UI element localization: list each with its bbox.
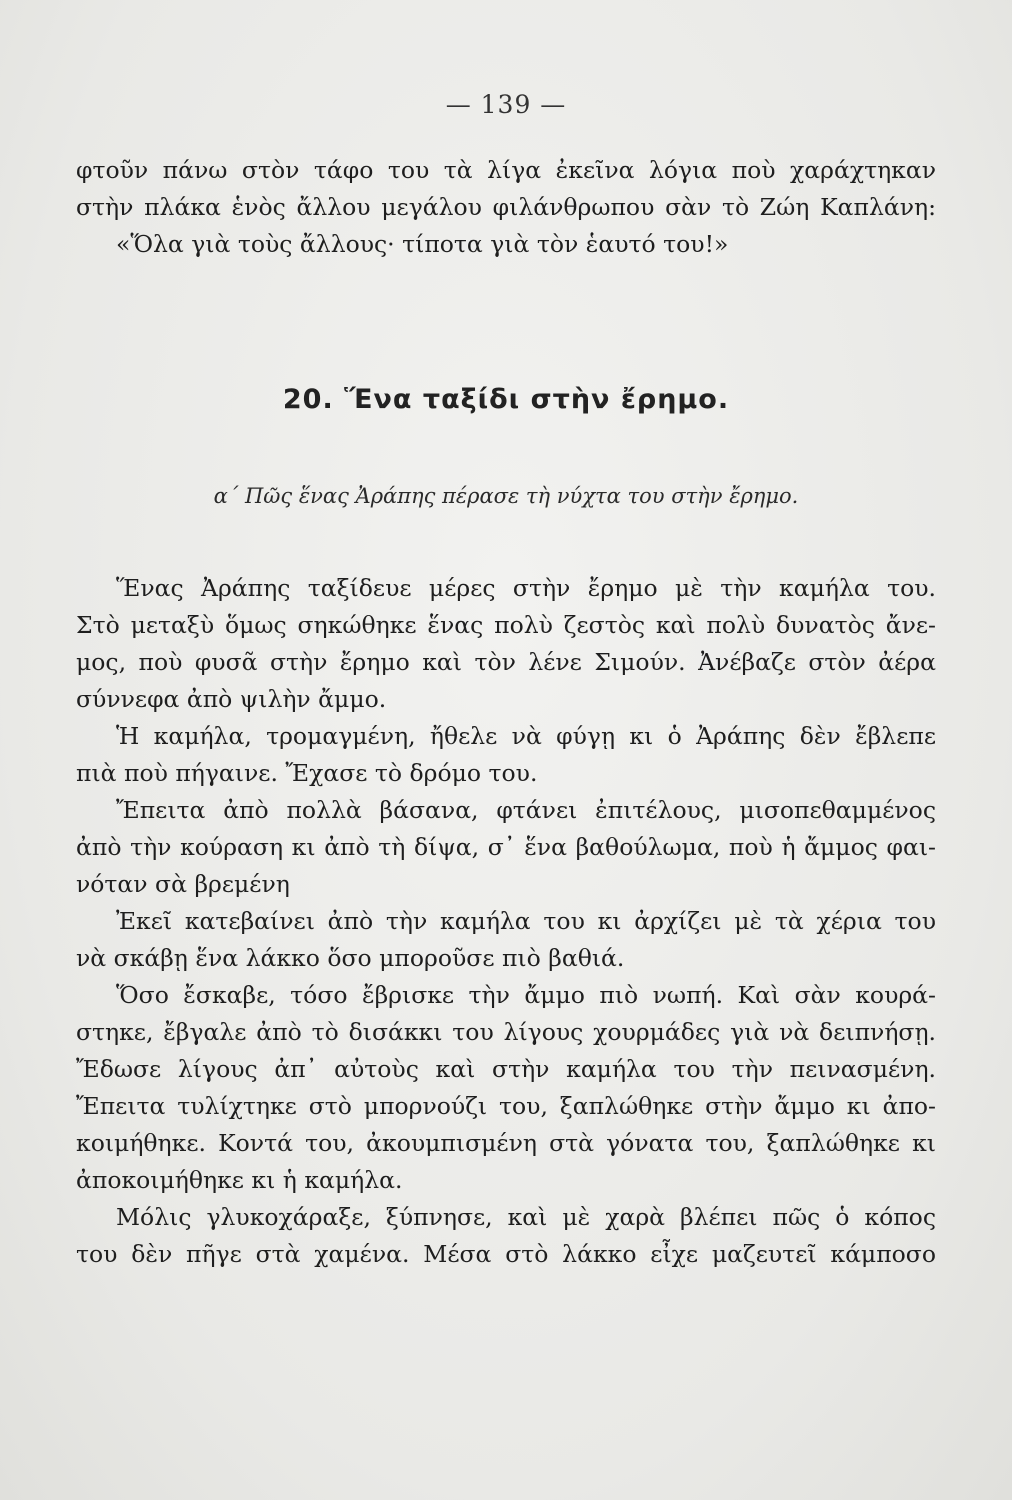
text-line: νόταν σὰ βρεμένη <box>76 870 290 898</box>
text-line: ἀποκοιμήθηκε κι ἡ καμήλα. <box>76 1166 403 1194</box>
text-line: σύννεφα ἀπὸ ψιλὴν ἄμμο. <box>76 685 387 713</box>
page-number: — 139 — <box>445 90 567 119</box>
text-line: Μόλις γλυκοχάραξε, ξύπνησε, καὶ μὲ χαρὰ βλέπει πῶς ὁ κόπος <box>116 1203 936 1231</box>
text-line: Στὸ μεταξὺ ὅμως σηκώθηκε ἕνας πολὺ ζεστὸς καὶ πολὺ δυνατὸς ἄνε- <box>76 611 936 639</box>
text-line: στηκε, ἔβγαλε ἀπὸ τὸ δισάκκι του λίγους χουρμάδες γιὰ νὰ δειπνήσῃ. <box>76 1018 936 1046</box>
text-line: Ἐκεῖ κατεβαίνει ἀπὸ τὴν καμήλα του κι ἀρχίζει μὲ τὰ χέρια του <box>116 907 936 935</box>
text-line: Ἔδωσε λίγους ἀπ᾿ αὐτοὺς καὶ στὴν καμήλα του τὴν πεινασμένη. <box>76 1055 936 1083</box>
text-line: φτοῦν πάνω στὸν τάφο του τὰ λίγα ἐκεῖνα λόγια ποὺ χαράχτηκαν <box>76 156 936 184</box>
story-body <box>76 570 936 1273</box>
text-line: πιὰ ποὺ πήγαινε. Ἔχασε τὸ δρόμο του. <box>76 759 538 787</box>
text-line: Ἔπειτα τυλίχτηκε στὸ μπορνούζι του, ξαπλώθηκε στὴν ἄμμο κι ἀπο- <box>76 1092 936 1120</box>
text-line: Ὅσο ἔσκαβε, τόσο ἔβρισκε τὴν ἄμμο πιὸ νωπή. Καὶ σὰν κουρά- <box>116 981 936 1009</box>
text-line: Ἕνας Ἀράπης ταξίδευε μέρες στὴν ἔρημο μὲ τὴν καμήλα του. <box>116 574 936 602</box>
text-line: κοιμήθηκε. Κοντά του, ἀκουμπισμένη στὰ γόνατα του, ξαπλώθηκε κι <box>76 1129 936 1157</box>
text-line: νὰ σκάβῃ ἕνα λάκκο ὅσο μποροῦσε πιὸ βαθιά. <box>76 944 625 972</box>
text-line: μος, ποὺ φυσᾶ στὴν ἔρημο καὶ τὸν λένε Σιμούν. Ἀνέβαζε στὸν ἀέρα <box>76 648 936 676</box>
text-line: στὴν πλάκα ἑνὸς ἄλλου μεγάλου φιλάνθρωπου σὰν τὸ Ζώη Καπλάνη: <box>76 193 936 221</box>
intro-paragraph <box>76 152 936 263</box>
chapter-heading: 20. Ἕνα ταξίδι στὴν ἔρημο. <box>282 384 730 415</box>
text-line: Ἡ καμήλα, τρομαγμένη, ἤθελε νὰ φύγῃ κι ὁ Ἀράπης δὲν ἔβλεπε <box>116 722 936 750</box>
text-line: ἀπὸ τὴν κούραση κι ἀπὸ τὴ δίψα, σ᾿ ἕνα βαθούλωμα, ποὺ ἡ ἄμμος φαι- <box>76 833 936 861</box>
text-line: «Ὅλα γιὰ τοὺς ἄλλους· τίποτα γιὰ τὸν ἑαυτό του!» <box>116 230 729 258</box>
text-line: του δὲν πῆγε στὰ χαμένα. Μέσα στὸ λάκκο εἶχε μαζευτεῖ κάμποσο <box>76 1240 936 1268</box>
section-subheading: α΄ Πῶς ἕνας Ἀράπης πέρασε τὴ νύχτα του στὴν ἔρημο. <box>213 484 799 508</box>
text-line: Ἔπειτα ἀπὸ πολλὰ βάσανα, φτάνει ἐπιτέλους, μισοπεθαμμένος <box>116 796 936 824</box>
